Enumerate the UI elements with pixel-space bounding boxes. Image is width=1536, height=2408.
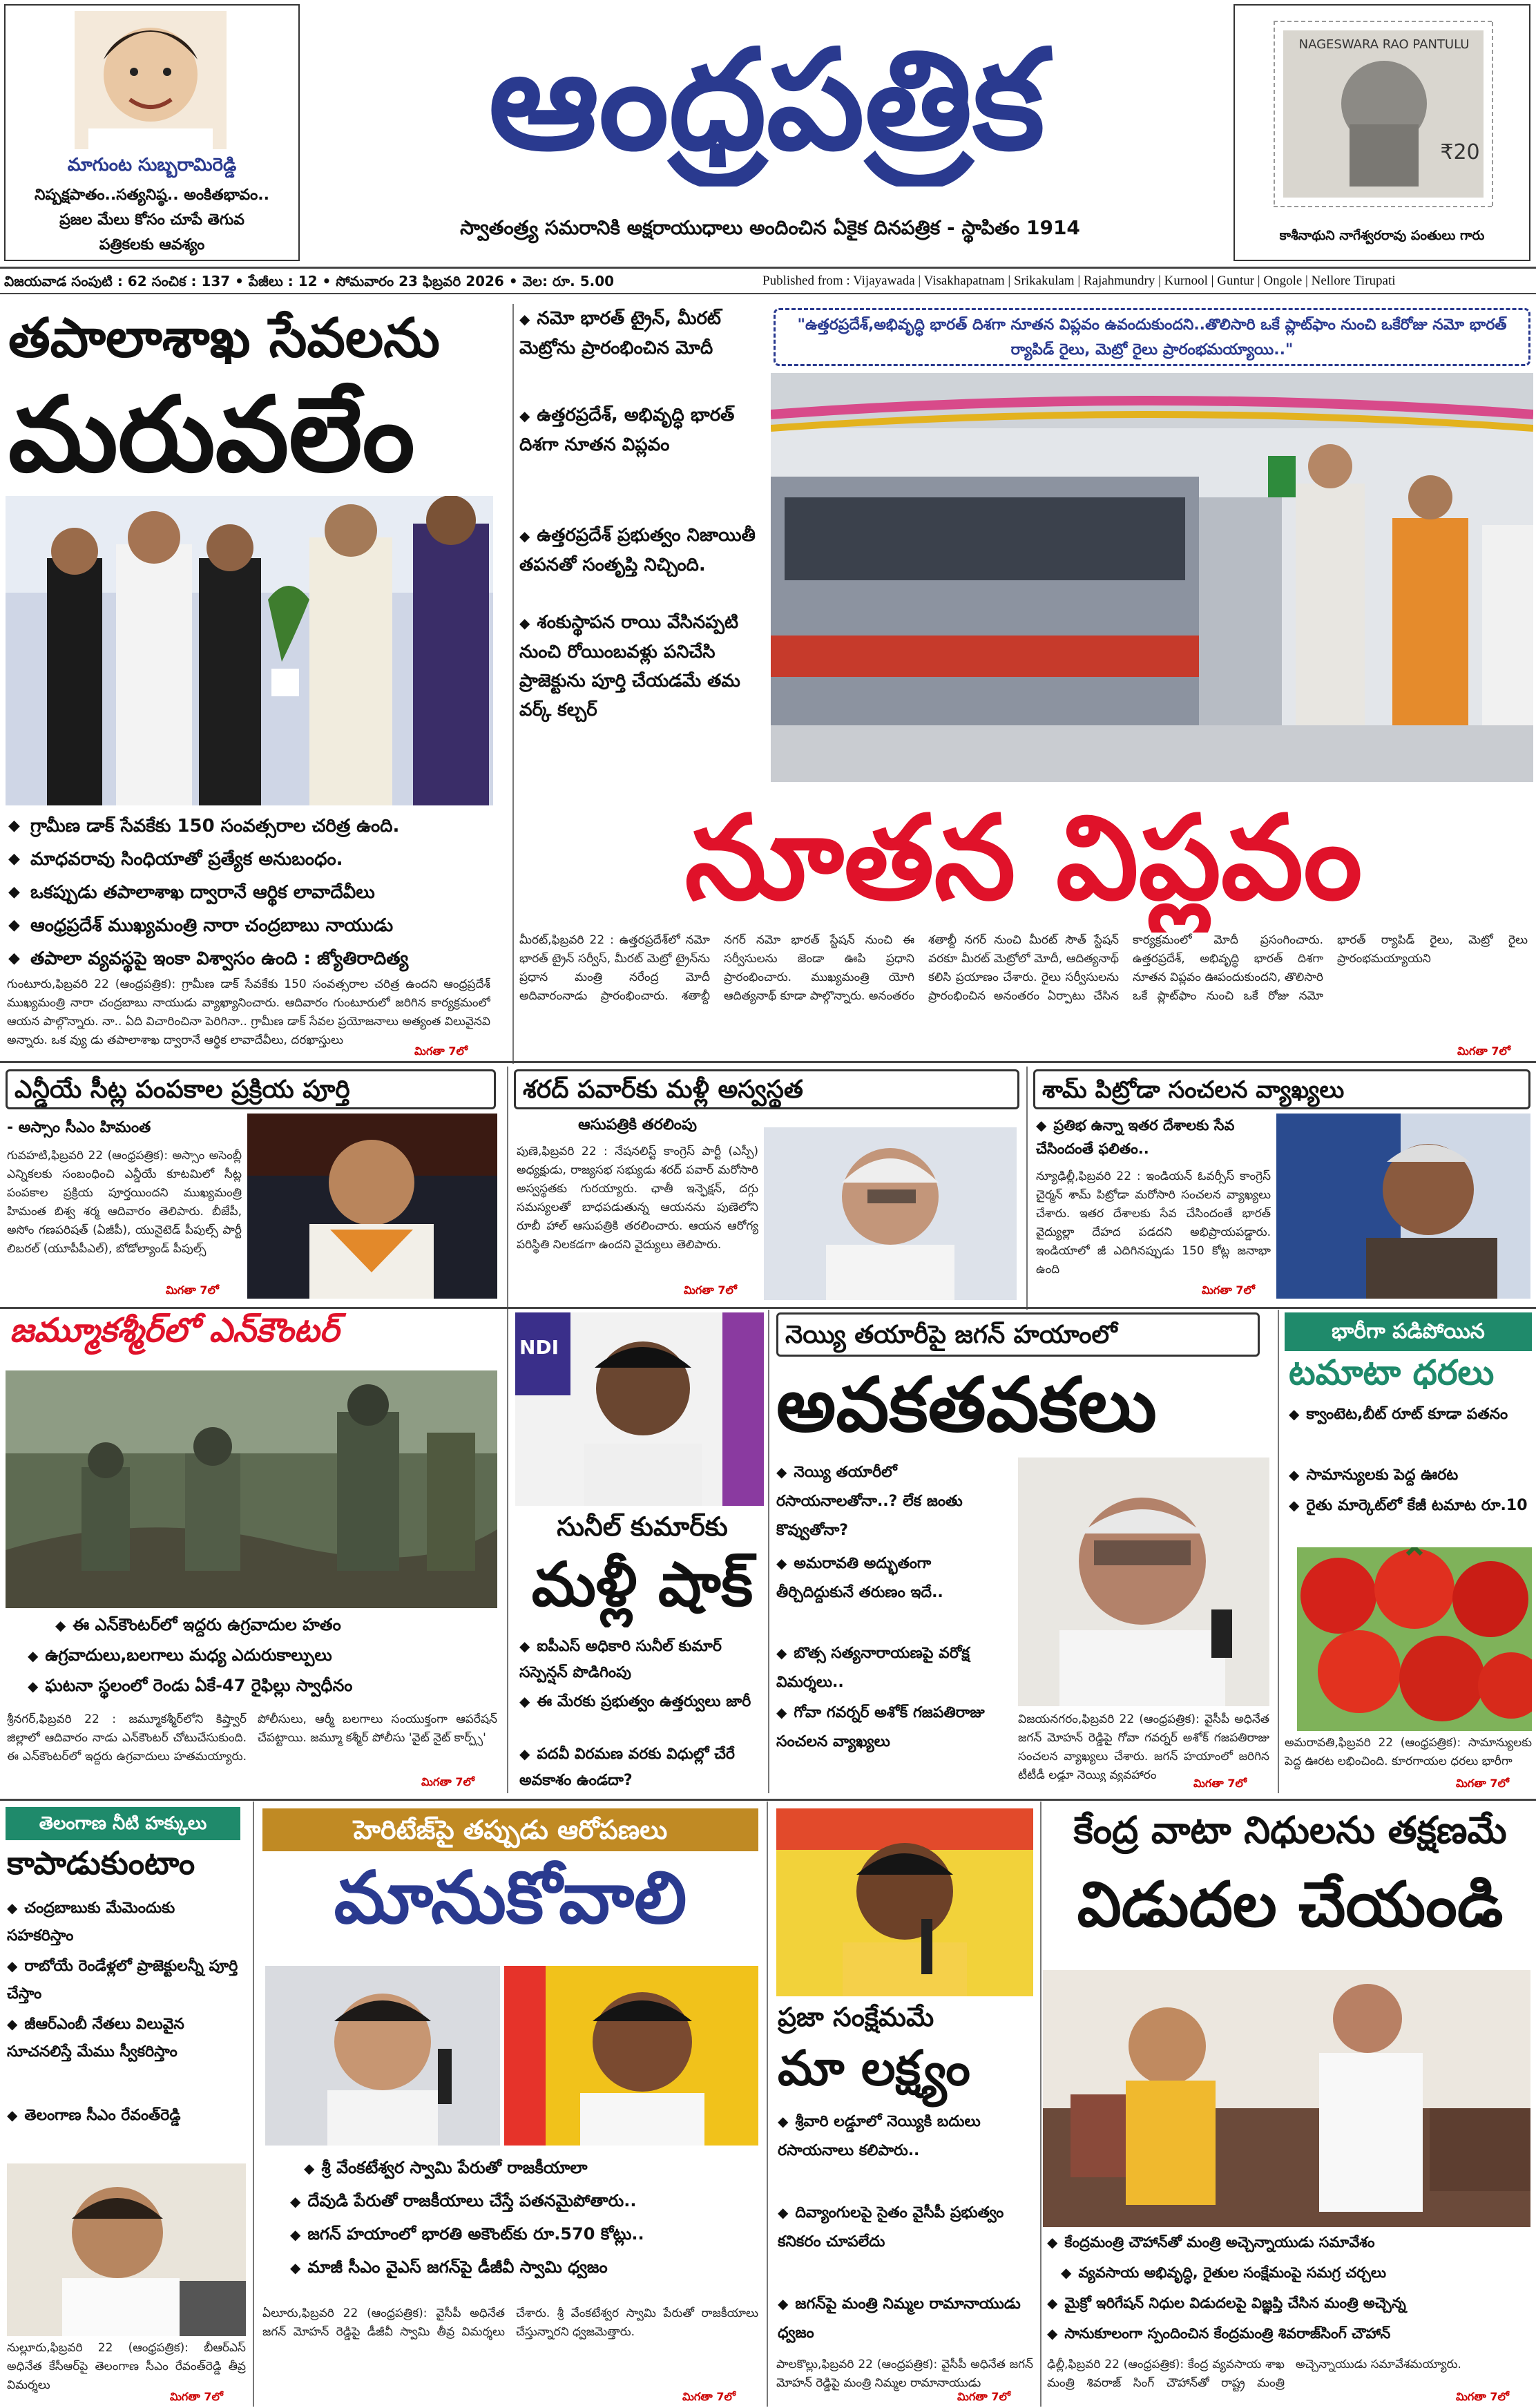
story8-kicker: నెయ్యి తయారీపై జగన్ హయాంలో xyxy=(776,1312,1260,1357)
story2-pageref: మిగతా 7లో xyxy=(1457,1044,1510,1058)
story13-pageref: మిగతా 7లో xyxy=(1456,2390,1509,2403)
story13-kicker: కేంద్ర వాటా నిధులను తక్షణమే xyxy=(1073,1810,1507,1852)
story7-bullet: ◆ ఐపీఎస్ అధికారి సునీల్ కుమార్ సస్పెన్షన్ పొడిగింపు xyxy=(519,1638,722,1681)
left-box-name: మాగుంట సుబ్బరామిరెడ్డి xyxy=(67,155,237,175)
story13-body: ఢిల్లీ,ఫిబ్రవరి 22 (ఆంధ్రపత్రిక): కేంద్ర వ్యవసాయ శాఖ మంత్రి శివరాజ్ సింగ్ చౌహాన్‌తో రాష్ట్ర మంత్రి అచ్చెన్నాయుడు సమావేశమయ్యారు. xyxy=(1047,2358,1461,2390)
story5-bullet: ◆ ప్రతిభ ఉన్నా ఇతర దేశాలకు సేవ చేసిందంతే ఫలితం.. xyxy=(1036,1117,1235,1157)
story6-bullet: ◆ ఈ ఎన్‌కౌంటర్‌లో ఇద్దరు ఉగ్రవాదుల హతం xyxy=(55,1615,341,1634)
story13-bullet: ◆ కేంద్రమంత్రి చౌహాన్‌తో మంత్రి అచ్చెన్నాయుడు సమావేశం xyxy=(1047,2234,1375,2251)
story11-bullet: ◆ మాజీ సీఎం వైఎస్ జగన్‌పై డీజీవీ స్వామి ధ్వజం xyxy=(290,2257,608,2277)
story4-headline: శరద్ పవార్‌కు మళ్లీ అస్వస్థత xyxy=(514,1069,1019,1109)
story7-headline: మళ్లీ షాక్ xyxy=(531,1551,753,1620)
story13-headline: విడుదల చేయండి xyxy=(1077,1871,1504,1941)
story2-photo xyxy=(771,373,1533,782)
story10-bullet: ◆ రాబోయే రెండేళ్లలో ప్రాజెక్టులన్నీ పూర్తి చేస్తాం xyxy=(7,1958,238,2003)
issue-info: విజయవాడ సంపుటి : 62 సంచిక : 137 • పేజీలు : 12 • సోమవారం 23 ఫిబ్రవరి 2026 • వెల: రూ. 5.00 xyxy=(4,273,615,289)
left-box-line-2: ప్రజల మేలు కోసం చూపే తెగువ xyxy=(59,211,244,229)
story4-sub: ఆసుపత్రికి తరలింపు xyxy=(578,1116,697,1134)
stamp-value: ₹20 xyxy=(1440,140,1480,164)
story2-quote: "ఉత్తరప్రదేశ్,అభివృద్ధి భారత్ దిశగా నూతన విప్లవం ఉవందుకుందని..తొలిసారి ఒకే ప్లాట్‌ఫాం నుంచి ఒకేరోజు నమో భారత్ ర్యాపిడ్ రైలు, మెట్రో రైలు ప్రారంభమయ్యాయి.." xyxy=(797,316,1507,359)
story1-bullet: ◆ తపాలా వ్యవస్థపై ఇంకా విశ్వాసం ఉంది : జ్యోతిరాదిత్య xyxy=(7,942,490,975)
story2-headline: నూతన విప్లవం xyxy=(684,794,1363,926)
story8-headline: అవకతవకలు xyxy=(776,1365,1157,1449)
story9-tag: భారీగా పడిపోయిన xyxy=(1285,1312,1532,1351)
story6-headline: జమ్మూకశ్మీర్‌లో ఎన్‌కౌంటర్ xyxy=(10,1312,339,1350)
story1-kicker: తపాలాశాఖ సేవలను xyxy=(8,309,440,370)
story9-bullets xyxy=(1289,1399,1533,1545)
story1-bullet: ◆ గ్రామీణ డాక్ సేవకేకు 150 సంవత్సరాల చరిత్ర ఉంది. xyxy=(7,810,490,843)
story9-bullet: ◆ సామాన్యులకు పెద్ద ఊరట xyxy=(1289,1466,1459,1484)
story2-bullet: ◆ ఉత్తరప్రదేశ్, అభివృద్ధి భారత్ దిశగా నూతన విప్లవం xyxy=(519,405,735,455)
story12-headline: మా లక్ష్యం xyxy=(778,2042,970,2096)
story2-bullets xyxy=(519,304,768,787)
story8-pageref: మిగతా 7లో xyxy=(1193,1777,1247,1790)
story10-photo xyxy=(7,2163,246,2336)
story1-bullet: ◆ ఆంధ్రప్రదేశ్ ముఖ్యమంత్రి నారా చంద్రబాబు నాయుడు xyxy=(7,909,490,942)
story10-pageref: మిగతా 7లో xyxy=(170,2390,223,2403)
story6-bullet: ◆ ఉగ్రవాదులు,బలగాలు మధ్య ఎదురుకాల్పులు xyxy=(28,1645,332,1665)
story2-quote-box xyxy=(774,308,1530,366)
story6-bullets xyxy=(28,1609,511,1706)
story10-headline: కాపాడుకుంటాం xyxy=(7,1846,195,1882)
story1-bullet: ◆ మాధవరావు సింధియాతో ప్రత్యేక అనుబంధం. xyxy=(7,843,490,876)
story2-body: మీరట్,ఫిబ్రవరి 22 : ఉత్తరప్రదేశ్‌లో నమో భారత్ ట్రైన్ సర్వీస్, మీరట్ మెట్రో ట్రైన్‌ను ప్రధాన మంత్రి నరేంద్ర మోదీ అదివారంనాడు ప్రారంభించారు. శతాబ్దీ నగర్ నమో భారత్ స్టేషన్ నుంచి ఈ సర్వీసులను జెండా ఊపి ప్రధాని ప్రారంభించారు. ముఖ్యమంత్రి యోగి ఆదిత్యనాథ్ కూడా పాల్గొన్నారు. అనంతరం శతాబ్దీ నగర్ నుంచి మీరట్ సౌత్ స్టేషన్ వరకూ మీరట్ మెట్రోలో మోదీ, ఆదిత్యనాథ్ కలిసి ప్రయాణం చేశారు. రైలు సర్వీసులను ప్రారంభించిన అనంతరం ఏర్పాటు చేసిన కార్యక్రమంలో మోదీ ప్రసంగించారు. ఉత్తరప్రదేశ్, అభివృద్ధి భారత్ దిశగా నూతన విప్లవం ఊపందుకుందని, తొలిసారి ఒకే ప్లాట్‌ఫాం నుంచి ఒకే రోజు నమో భారత్ ర్యాపిడ్ రైలు, మెట్రో రైలు ప్రారంభమయ్యాయని xyxy=(519,933,1528,1003)
story12-pageref: మిగతా 7లో xyxy=(957,2390,1010,2403)
story7-bullet: ◆ ఈ మేరకు ప్రభుత్వం ఉత్తర్వులు జారీ xyxy=(519,1693,751,1710)
story8-bullet: ◆ నెయ్యి తయారీలో రసాయనాలతోనా..? లేక జంతు కొవ్వుతోనా? xyxy=(776,1464,963,1539)
story8-bullets xyxy=(776,1458,1011,1775)
story12-photo xyxy=(776,1808,1033,1996)
story9-body: అమరావతి,ఫిబ్రవరి 22 (ఆంధ్రపత్రిక): సామాన్యులకు పెద్ద ఊరట లభించింది. కూరగాయల ధరలు భారీగా xyxy=(1285,1736,1532,1768)
postage-stamp xyxy=(1274,21,1493,207)
story2-bullet: ◆ నమో భారత్ ట్రైన్, మీరట్ మెట్రోను ప్రారంభించిన మోదీ xyxy=(519,308,722,359)
story3-sub: - అస్సాం సీఎం హిమంత xyxy=(7,1119,151,1136)
story9-headline: టమాటా ధరలు xyxy=(1289,1354,1495,1393)
story1-headline: మరువలేం xyxy=(8,379,415,495)
story12-bullets xyxy=(778,2107,1033,2356)
story6-photo xyxy=(6,1370,497,1608)
story1-pageref: మిగతా 7లో xyxy=(414,1044,468,1058)
story3-pageref: మిగతా 7లో xyxy=(166,1283,219,1297)
story12-kicker: ప్రజా సంక్షేమమే xyxy=(778,2003,934,2032)
story8-bullet: ◆ అమరావతి అద్భుతంగా తీర్చిదిద్దుకునే తరుణం ఇదే.. xyxy=(776,1555,943,1601)
story5-headline: శామ్ పిట్రోడా సంచలన వ్యాఖ్యలు xyxy=(1033,1069,1530,1109)
masthead-title: ఆంధ్రపత్రిక xyxy=(488,19,1045,181)
story10-bullet: ◆ చంద్రబాబుకు మేమెందుకు సహకరిస్తాం xyxy=(7,1900,175,1944)
story13-photo xyxy=(1043,1970,1530,2227)
story7-bullets xyxy=(519,1633,761,1792)
story13-bullet: ◆ మైక్రో ఇరిగేషన్ నిధుల విడుదలపై విజ్ఞప్తి చేసిన మంత్రి అచ్చెన్న xyxy=(1047,2295,1406,2311)
story7-bullet: ◆ పదవీ విరమణ వరకు విధుల్లో చేరే అవకాశం ఉండదా? xyxy=(519,1746,735,1789)
story7-kicker: సునీల్ కుమార్‌కు xyxy=(557,1513,728,1542)
story12-bullet: ◆ దివ్యాంగులపై సైతం వైసీపీ ప్రభుత్వం కనికరం చూపలేదు xyxy=(778,2204,1004,2251)
story11-photo-left xyxy=(265,1966,500,2146)
story2-bullet: ◆ శంకుస్థాపన రాయి వేసినప్పటి నుంచి రోయింబవళ్లు పనిచేసి ప్రాజెక్టును పూర్తి చేయడమే తమ వర్క్ కల్చర్ xyxy=(519,612,740,720)
story8-bullet: ◆ గోవా గవర్నర్ అశోక్ గజపతిరాజు సంచలన వ్యాఖ్యలు xyxy=(776,1704,985,1750)
story7-photo-label: NDI xyxy=(519,1336,559,1359)
story5-body: న్యూఢిల్లీ,ఫిబ్రవరి 22 : ఇండియన్ ఓవర్సీస్ కాంగ్రెస్ చైర్మన్ శామ్ పిట్రోడా మరోసారి సంచలన వ్యాఖ్యలు చేశారు. ఇతర దేశాలకు సేవ చేసిందంతే భారత్ వైద్యుల్లా దేహద పడదని అభిప్రాయపడ్డారు. ఇండియాలో జీ ఎదిగినప్పుడు 150 కోట్ల జనాభా ఉంది xyxy=(1036,1169,1271,1277)
story5-photo xyxy=(1276,1114,1530,1299)
story11-headline: మానుకోవాలి xyxy=(334,1858,687,1940)
story11-kicker: హెరిటేజ్‌పై తప్పుడు ఆరోపణలు xyxy=(262,1808,758,1851)
story8-photo xyxy=(1018,1458,1269,1706)
story13-bullet: ◆ వ్యవసాయ అభివృద్ధి, రైతుల సంక్షేమంపై సమగ్ర చర్చలు xyxy=(1061,2264,1387,2281)
stamp-caption: కాశీనాథుని నాగేశ్వరరావు పంతులు గారు xyxy=(1279,228,1485,243)
left-box-line-1: నిష్పక్షపాతం..సత్యనిష్ఠ.. అంకితభావం.. xyxy=(34,187,270,204)
story8-bullet: ◆ బొత్స సత్యనారాయణపై వరోక్ష విమర్శలు.. xyxy=(776,1645,970,1691)
story10-tag: తెలంగాణ నీటి హక్కులు xyxy=(6,1807,240,1840)
story1-bullet: ◆ ఒకప్పుడు తపాలాశాఖ ద్వారానే ఆర్థిక లావాదేవీలు xyxy=(7,876,490,909)
story4-photo xyxy=(764,1127,1017,1300)
story10-bullet: ◆ తెలంగాణ సీఎం రేవంత్‌రెడ్డి xyxy=(7,2107,181,2124)
story6-bullet: ◆ ఘటనా స్థలంలో రెండు ఏకే-47 రైఫిల్లు స్వాధీనం xyxy=(28,1676,353,1695)
story3-body: గువహటి,ఫిబ్రవరి 22 (ఆంధ్రపత్రిక): అస్సాం అసెంబ్లీ ఎన్నికలకు సంబంధించి ఎన్డీయే కూటమిలో సీట్ల పంపకాల ప్రక్రియ పూర్తయిందని ముఖ్యమంత్రి హిమంత బిశ్వ శర్మ ఆదివారం తెలిపారు. బీజేపీ, అసోం గణపరిషత్ (ఏజీపీ), యునైటెడ్ పీపుల్స్ పార్టీ లిబరల్ (యూపీపీఎల్), బోడోల్యాండ్ పీపుల్స్ xyxy=(7,1149,242,1256)
story12-body: పాలకొల్లు,ఫిబ్రవరి 22 (ఆంధ్రపత్రిక): వైసీపీ అధినేత జగన్ మోహన్ రెడ్డిపై మంత్రి నిమ్మల రామానాయుడు xyxy=(776,2358,1033,2390)
story2-bullet: ◆ ఉత్తరప్రదేశ్ ప్రభుత్వం నిజాయితీ తపనతో సంతృప్తి నిచ్చింది. xyxy=(519,525,756,575)
story3-headline: ఎన్డీయే సీట్ల పంపకాల ప్రక్రియ పూర్తి xyxy=(6,1069,496,1109)
story4-body: పుణె,ఫిబ్రవరి 22 : నేషనలిస్ట్ కాంగ్రెస్ పార్టీ (ఎస్పీ) అధ్యక్షుడు, రాజ్యసభ సభ్యుడు శరద్ పవార్ మరోసారి అస్వస్థతకు గురయ్యారు. ఛాతీ ఇన్ఫెక్షన్, దగ్గు సమస్యలతో బాధపడుతున్న ఆయనను పుణెలోని రూబీ హాల్ ఆసుపత్రికి తరలించారు. ఆయన ఆరోగ్య పరిస్థితి నిలకడగా ఉందని వైద్యులు తెలిపారు. xyxy=(517,1145,758,1252)
story1-bullets xyxy=(7,810,490,975)
story11-bullet: ◆ దేవుడి పేరుతో రాజకీయాలు చేస్తే పతనమైపోతారు.. xyxy=(290,2191,637,2210)
story11-bullets xyxy=(276,2152,760,2299)
story10-bullet: ◆ జీఆర్ఎంబీ నేతలు విలువైన సూచనలిస్తే మేము స్వీకరిస్తాం xyxy=(7,2016,184,2061)
story9-bullet: ◆ క్వాంటెట,బీట్ రూట్ కూడా పతనం xyxy=(1289,1406,1508,1423)
story13-bullets xyxy=(1047,2227,1533,2356)
story8-body: విజయనగరం,ఫిబ్రవరి 22 (ఆంధ్రపత్రిక): వైసీపీ అధినేత జగన్ మోహన్ రెడ్డిపై గోవా గవర్నర్ అశోక్ గజపతిరాజు సంచలన వ్యాఖ్యలు చేశారు. జగన్ హయాంలో జరిగిన టీటీడీ లడ్డూ నెయ్యి వ్యవహారం xyxy=(1018,1712,1269,1782)
story10-body: నుల్లూరు,ఫిబ్రవరి 22 (ఆంధ్రపత్రిక): బీఆర్ఎస్ అధినేత కేసీఆర్‌పై తెలంగాణ సీఎం రేవంత్‌రెడ్డి తీవ్ర విమర్శలు xyxy=(7,2341,246,2392)
story5-pageref: మిగతా 7లో xyxy=(1202,1283,1255,1297)
story11-pageref: మిగతా 7లో xyxy=(682,2390,736,2403)
story4-pageref: మిగతా 7లో xyxy=(684,1283,737,1297)
story1-photo xyxy=(6,496,493,805)
story7-photo xyxy=(515,1312,764,1506)
story11-body: ఏలూరు,ఫిబ్రవరి 22 (ఆంధ్రపత్రిక): వైసీపీ అధినేత జగన్ మోహన్ రెడ్డిపై డీజీవీ స్వామి తీవ్ర విమర్శలు చేశారు. శ్రీ వేంకటేశ్వర స్వామి పేరుతో రాజకీయాలు చేస్తున్నారని ధ్వజమెత్తారు. xyxy=(262,2306,758,2339)
portrait-photo xyxy=(75,11,227,149)
story9-pageref: మిగతా 7లో xyxy=(1456,1777,1509,1790)
masthead-left-box xyxy=(4,4,300,261)
story11-bullet: ◆ జగన్ హయాంలో భారతి అకౌంట్‌కు రూ.570 కోట్లు.. xyxy=(290,2224,644,2244)
story10-bullets xyxy=(7,1894,246,2157)
story9-bullet: ◆ రైతు మార్కెట్‌లో కేజీ టమాట రూ.10 xyxy=(1289,1497,1528,1514)
story11-photo-right xyxy=(504,1966,758,2146)
story6-body: శ్రీనగర్,ఫిబ్రవరి 22 : జమ్మూకశ్మీర్‌లోని కిష్త్వార్ జిల్లాలో ఆదివారం నాడు ఎన్‌కౌంటర్ చోటుచేసుకుంది. ఈ ఎన్‌కౌంటర్‌లో ఇద్దరు ఉగ్రవాదులు హతమయ్యారు. పోలీసులు, ఆర్మీ బలగాలు సంయుక్తంగా ఆపరేషన్ చేపట్టాయి. జమ్మూ కశ్మీర్ పోలీసు 'వైట్ నైట్ కార్ప్స్' xyxy=(7,1712,497,1764)
story6-pageref: మిగతా 7లో xyxy=(421,1775,474,1788)
story9-photo xyxy=(1297,1547,1532,1731)
masthead-right-box xyxy=(1233,4,1530,261)
story13-bullet: ◆ సానుకూలంగా స్పందించిన కేంద్రమంత్రి శివరాజ్‌సింగ్ చౌహాన్ xyxy=(1047,2325,1391,2342)
left-box-line-3: పత్రికలకు ఆవశ్యం xyxy=(99,236,205,254)
story1-body: గుంటూరు,ఫిబ్రవరి 22 (ఆంధ్రపత్రిక): గ్రామీణ డాక్ సేవకేకు 150 సంవత్సరాల చరిత్ర ఉందని ఆంధ్రప్రదేశ్ ముఖ్యమంత్రి నారా చంద్రబాబు నాయుడు వ్యాఖ్యానించారు. ఆదివారం గుంటూరులో జరిగిన కార్యక్రమంలో ఆయన పాల్గొన్నారు. నా.. ఏది విచారించినా పెరిగినా.. గ్రామీణ డాక్ సేవల ప్రయోజనాలు అత్యంత విలువైనవి అన్నారు. ఒక వ్యు డు తపాలాశాఖ ద్వారానే ఆర్థిక లావాదేవీలు, దరఖాస్తులు xyxy=(7,977,490,1047)
story3-photo xyxy=(247,1114,497,1299)
masthead-tagline: స్వాతంత్ర్య సమరానికి అక్షరాయుధాలు అందించిన ఏకైక దినపత్రిక - స్థాపితం 1914 xyxy=(460,216,1080,239)
published-from: Published from : Vijayawada | Visakhapatnam | Srikakulam | Rajahmundry | Kurnool | Guntur | Ongole | Nellore Tirupati xyxy=(762,274,1396,288)
story11-bullet: ◆ శ్రీ వేంకటేశ్వర స్వామి పేరుతో రాజకీయాలా xyxy=(304,2158,588,2177)
story12-bullet: ◆ శ్రీవారి లడ్డూలో నెయ్యికి బదులు రసాయనాలు కలిపారు.. xyxy=(778,2113,981,2159)
stamp-top-text: NAGESWARA RAO PANTULU xyxy=(1298,37,1470,52)
story12-bullet: ◆ జగన్‌పై మంత్రి నిమ్మల రామానాయుడు ధ్వజం xyxy=(778,2295,1021,2342)
